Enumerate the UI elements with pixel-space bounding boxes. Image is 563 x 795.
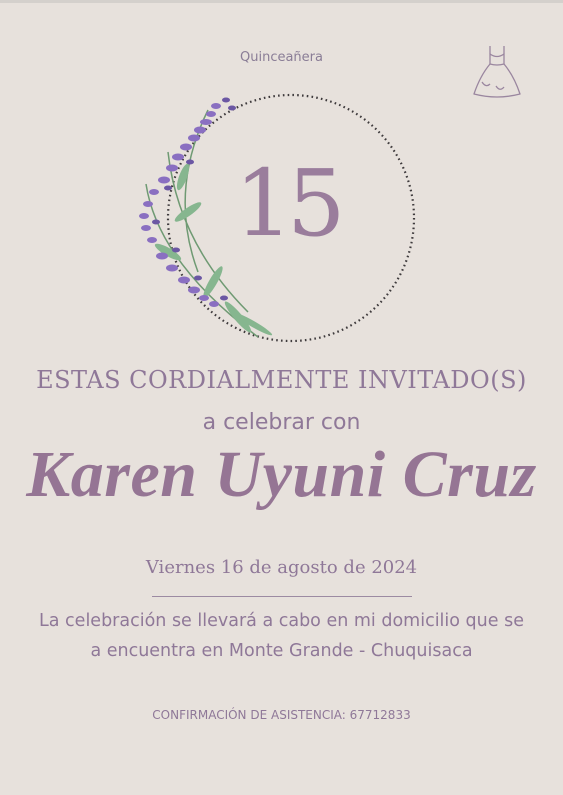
top-border: [0, 0, 563, 3]
rsvp-info: CONFIRMACIÓN DE ASISTENCIA: 67712833: [152, 708, 411, 722]
event-date: Viernes 16 de agosto de 2024: [145, 557, 418, 578]
invitation-subheading: a celebrar con: [202, 410, 361, 435]
location-line-2: a encuentra en Monte Grande - Chuquisaca: [90, 641, 473, 661]
dress-icon: [470, 42, 524, 100]
divider: [152, 596, 412, 597]
location-line-1: La celebración se llevará a cabo en mi domicilio que se: [39, 611, 524, 631]
celebrant-name: Karen Uyuni Cruz: [26, 438, 537, 511]
age-number: 15: [234, 150, 340, 257]
event-location: [0, 606, 563, 666]
event-type: Quinceañera: [240, 50, 323, 65]
invitation-heading: ESTAS CORDIALMENTE INVITADO(S): [36, 366, 527, 394]
